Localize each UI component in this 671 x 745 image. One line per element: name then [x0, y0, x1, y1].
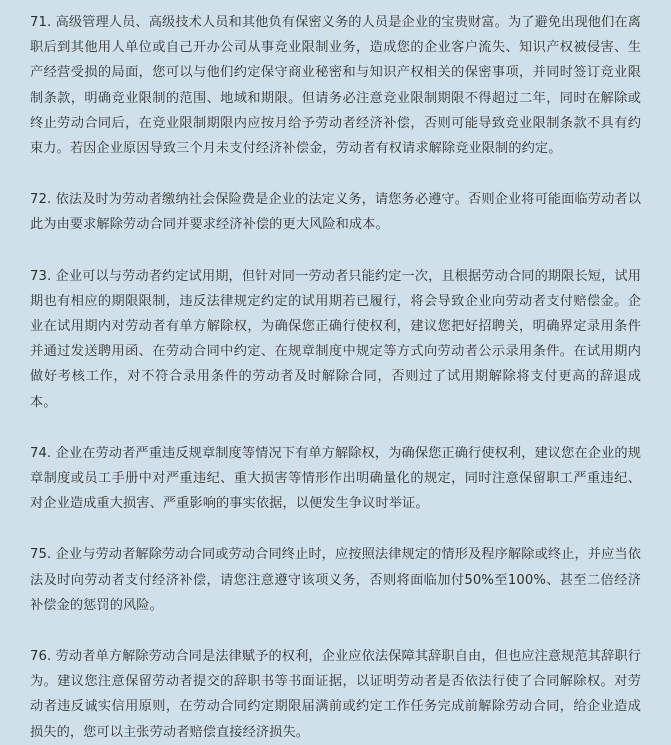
paragraph-72: 72. 依法及时为劳动者缴纳社会保险费是企业的法定义务，请您务必遵守。否则企业将可能面临劳动者以此为由要求解除劳动合同并要求经济补偿的更大风险和成本。 [30, 192, 641, 233]
paragraph-76: 76. 劳动者单方解除劳动合同是法律赋予的权利，企业应依法保障其辞职自由，但也应注意规范其辞职行为。建议您注意保留劳动者提交的辞职书等书面证据，以证明劳动者是否依法行使了合同解除权。对劳动者违反诚实信用原则，在劳动合同约定期限届满前或约定工作任务完成前解除劳动合同，给企业造成损失的，您可以主张劳动者赔偿直接经济损失。 [30, 649, 641, 740]
paragraph-71: 71. 高级管理人员、高级技术人员和其他负有保密义务的人员是企业的宝贵财富。为了避免出现他们在离职后到其他用人单位或自己开办公司从事竞业限制业务，造成您的企业客户流失、知识产权被侵害、生产经营受损的局面，您可以与他们约定保守商业秘密和与知识产权相关的保密事项，并同时签订竞业限制条款，明确竞业限制的范围、地域和期限。但请务必注意竞业限制期限不得超过二年，同时在解除或终止劳动合同后，在竞业限制期限内应按月给予劳动者经济补偿，否则可能导致竞业限制条款不具有约束力。若因企业原因导致三个月未支付经济补偿金，劳动者有权请求解除竞业限制的约定。 [30, 15, 641, 157]
paragraph-74: 74. 企业在劳动者严重违反规章制度等情况下有单方解除权，为确保您正确行使权利，建议您在企业的规章制度或员工手册中对严重违纪、重大损害等情形作出明确量化的规定，同时注意保留职工严重违纪、对企业造成重大损害、严重影响的事实依据，以便发生争议时举证。 [30, 445, 641, 512]
paragraph-75: 75. 企业与劳动者解除劳动合同或劳动合同终止时，应按照法律规定的情形及程序解除或终止，并应当依法及时向劳动者支付经济补偿，请您注意遵守该项义务，否则将面临加付50%至100%、甚至二倍经济补偿金的惩罚的风险。 [30, 547, 641, 613]
paragraph-73: 73. 企业可以与劳动者约定试用期，但针对同一劳动者只能约定一次，且根据劳动合同的期限长短，试用期也有相应的期限限制，违反法律规定约定的试用期若已履行，将会导致企业向劳动者支付赔偿金。企业在试用期内对劳动者有单方解除权，为确保您正确行使权利，建议您把好招聘关，明确界定录用条件并通过发送聘用函、在劳动合同中约定、在规章制度中规定等方式向劳动者公示录用条件。在试用期内做好考核工作，对不符合录用条件的劳动者及时解除合同，否则过了试用期解除将支付更高的辞退成本。 [30, 268, 641, 410]
